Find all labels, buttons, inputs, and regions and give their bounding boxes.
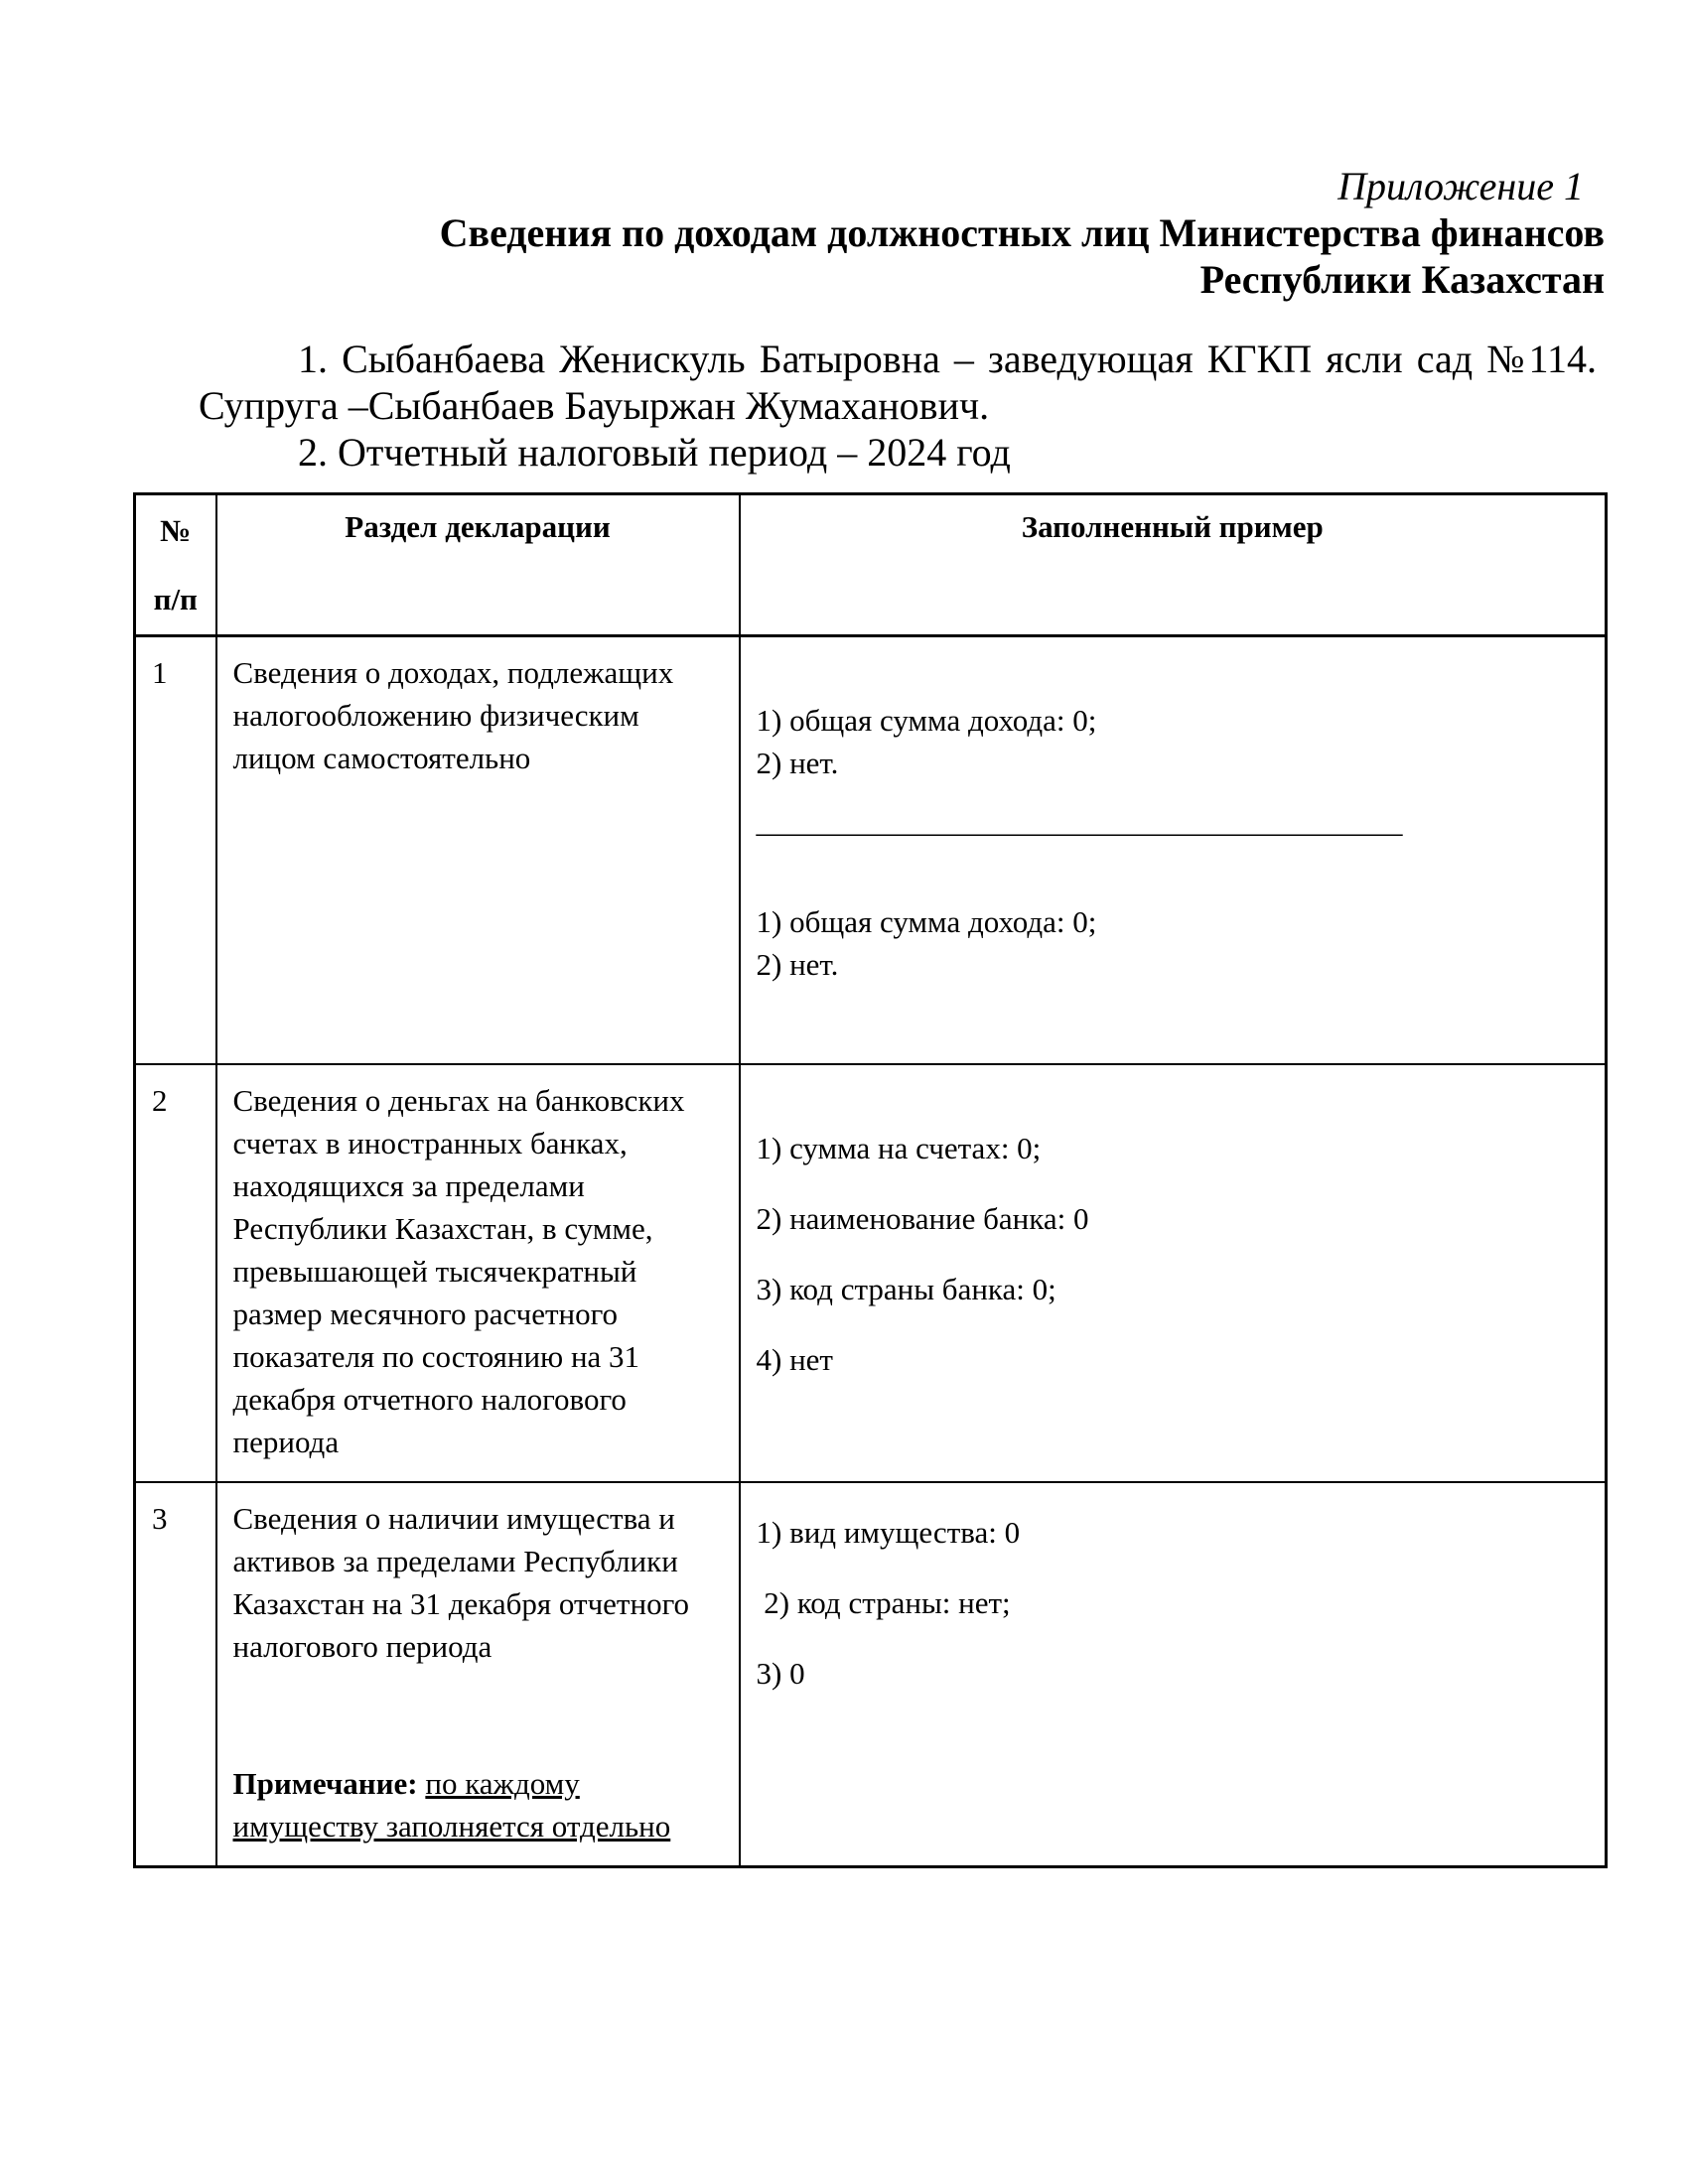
row3-example-item2: 2) код страны: нет; (756, 1584, 1011, 1620)
row1-example-item2: 2) нет. (756, 746, 839, 780)
row1-section-text: Сведения о доходах, подлежащих налогообложению физическим лицом самостоятельно (232, 655, 674, 775)
header-cell-section: Раздел декларации (216, 494, 740, 636)
document-content (133, 164, 1605, 1868)
row1-example (740, 636, 1607, 1064)
header-cell-number (135, 494, 216, 636)
row3-note-text: по каждому имуществу заполняется отдельно (232, 1765, 671, 1843)
table-row (135, 1482, 1607, 1867)
row2-example-item4: 4) нет (756, 1341, 833, 1377)
table-row (135, 636, 1607, 1064)
row2-section-text: Сведения о деньгах на банковских счетах в иностранных банках, находящихся за пределами Республики Казахстан, в сумме, превышающей тысячекратный размер месячного расчетного показателя по состоянию на 31 декабря отчетного налогового периода (232, 1082, 685, 1459)
row1-example-item1: 1) общая сумма дохода: 0; (756, 703, 1097, 738)
row2-section (216, 1064, 740, 1482)
row3-note (233, 1762, 723, 1847)
header-number-line1: № (160, 513, 192, 548)
table-row (135, 1064, 1607, 1482)
row2-example (740, 1064, 1607, 1482)
header-cell-example: Заполненный пример (740, 494, 1607, 636)
header-number-line2: п/п (153, 582, 198, 616)
row2-example-item2: 2) наименование банка: 0 (756, 1200, 1089, 1236)
row1-example-item3: 1) общая сумма дохода: 0; (756, 904, 1097, 939)
intro-line-person: 1. Сыбанбаева Женискуль Батыровна – заведующая КГКП ясли сад №114. (298, 337, 1597, 381)
intro-paragraphs (199, 336, 1597, 476)
row1-example-separator-line: __________________________________________ (756, 804, 1403, 839)
row3-example (740, 1482, 1607, 1867)
appendix-label: Приложение 1 (1337, 164, 1584, 208)
document-title-line2: Республики Казахстан (1199, 257, 1605, 302)
row3-note-label: Примечание: (232, 1765, 418, 1801)
row3-number: 3 (135, 1482, 216, 1867)
declaration-table (133, 492, 1608, 1868)
row3-section-text: Сведения о наличии имущества и активов за пределами Республики Казахстан на 31 декабря отчетного налогового периода (232, 1500, 690, 1664)
row2-example-item3: 3) код страны банка: 0; (756, 1271, 1056, 1306)
row2-example-item1: 1) сумма на счетах: 0; (756, 1130, 1042, 1165)
row3-example-item3: 3) 0 (756, 1655, 805, 1691)
intro-line-period: 2. Отчетный налоговый период – 2024 год (298, 430, 1011, 475)
row1-section (216, 636, 740, 1064)
document-title (133, 209, 1605, 303)
intro-line-spouse: Супруга –Сыбанбаев Бауыржан Жумаханович. (199, 383, 990, 428)
document-title-line1: Сведения по доходам должностных лиц Министерства финансов (439, 210, 1605, 255)
row1-example-item4: 2) нет. (756, 947, 839, 982)
row3-section (216, 1482, 740, 1867)
row2-number: 2 (135, 1064, 216, 1482)
row3-example-item1: 1) вид имущества: 0 (756, 1514, 1021, 1550)
table-header-row (135, 494, 1607, 636)
row1-number: 1 (135, 636, 216, 1064)
